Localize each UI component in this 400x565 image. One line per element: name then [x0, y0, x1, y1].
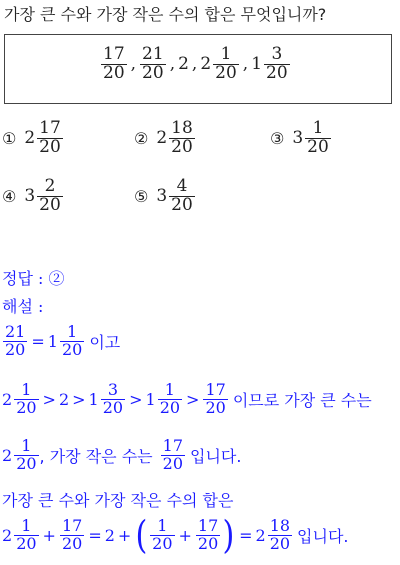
choice-1[interactable]: ① 2 $\frac{17}{20}$ [2, 118, 61, 157]
explanation-label: 해설 : [2, 297, 44, 316]
explanation-line-4: 가장 큰 수와 가장 작은 수의 합은 [2, 491, 234, 510]
answer-label: 정답 : ② [2, 269, 65, 288]
box-mixed-2-1-20: $\frac{1}{20}$ [215, 44, 237, 83]
box-fraction-21-20: $\frac{21}{20}$ [142, 44, 164, 83]
choice-2[interactable]: ② 2 $\frac{18}{20}$ [134, 118, 193, 157]
choice-4[interactable]: ④ 3 $\frac{2}{20}$ [2, 176, 61, 215]
box-fraction-17-20: $\frac{17}{20}$ [103, 44, 125, 83]
explanation-line-5: 2 $\frac{1}{20}$ + $\frac{17}{20}$ = 2 + ( $\frac{1}{20}$ + $\frac{17}{20}$ ) = 2 $\frac{18}{20}$ 입니다. [2, 513, 349, 557]
explanation-line-1: $\frac{21}{20}$ = 1 $\frac{1}{20}$ 이고 [5, 322, 121, 359]
box-mixed-1-3-20: $\frac{3}{20}$ [266, 44, 288, 83]
explanation-line-2: 2 $\frac{1}{20}$ > 2 > 1 $\frac{3}{20}$ > 1 $\frac{1}{20}$ > $\frac{17}{20}$ 이므로 가장 큰 수는 [2, 380, 372, 417]
choice-5[interactable]: ⑤ 3 $\frac{4}{20}$ [134, 176, 193, 215]
explanation-line-3: 2 $\frac{1}{20}$ , 가장 작은 수는 $\frac{17}{20}$ 입니다. [2, 436, 242, 473]
box-number-2: 2 [178, 54, 189, 75]
question-text: 가장 큰 수와 가장 작은 수의 합은 무엇입니까? [4, 5, 327, 24]
choice-3[interactable]: ③ 3 $\frac{1}{20}$ [270, 118, 329, 157]
box-number-list: $\frac{17}{20}$ , $\frac{21}{20}$ , 2 , 2 $\frac{1}{20}$ , 1 $\frac{3}{20}$ [103, 44, 288, 83]
